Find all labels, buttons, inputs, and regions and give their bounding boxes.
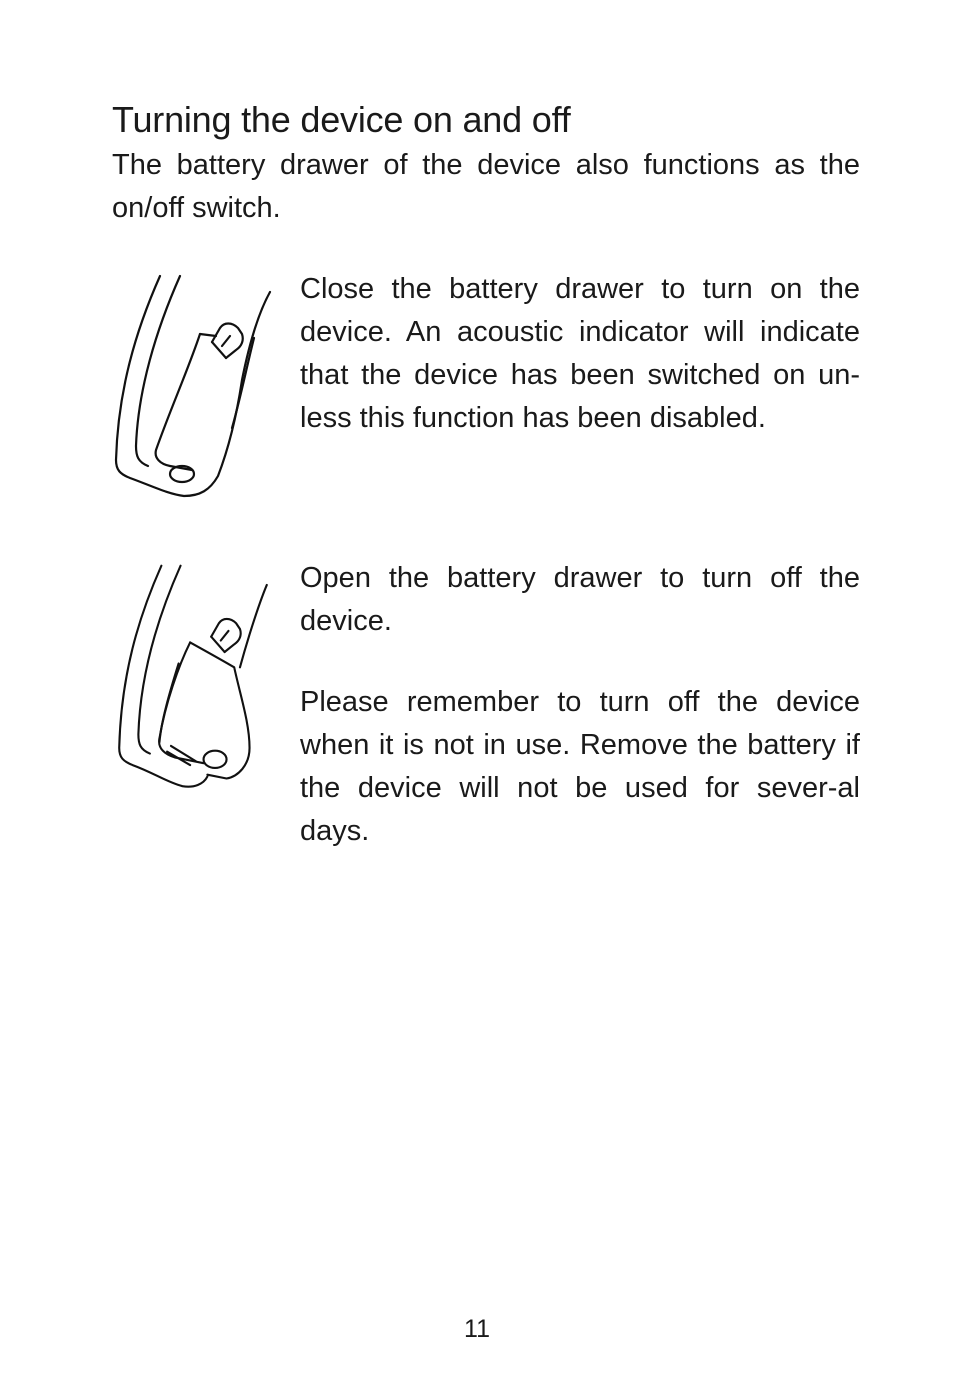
- page-number: 11: [464, 1315, 490, 1343]
- page-title: Turning the device on and off: [112, 99, 571, 140]
- hearing-aid-closed-drawer-illustration: [108, 270, 278, 500]
- intro-paragraph: The battery drawer of the device also functions as the on/off switch.: [112, 149, 860, 224]
- battery-removal-note: Please remember to turn off the device when it is not in use. Remove the battery if the device will not be used for sever-al days.: [300, 686, 860, 847]
- hearing-aid-open-drawer-illustration: [108, 560, 278, 790]
- turn-off-instruction: Open the battery drawer to turn off the device.: [300, 562, 860, 637]
- turn-on-instruction: Close the battery drawer to turn on the device. An acoustic indicator will indicate that the device has been switched on un-less this function has been disabled.: [300, 273, 860, 434]
